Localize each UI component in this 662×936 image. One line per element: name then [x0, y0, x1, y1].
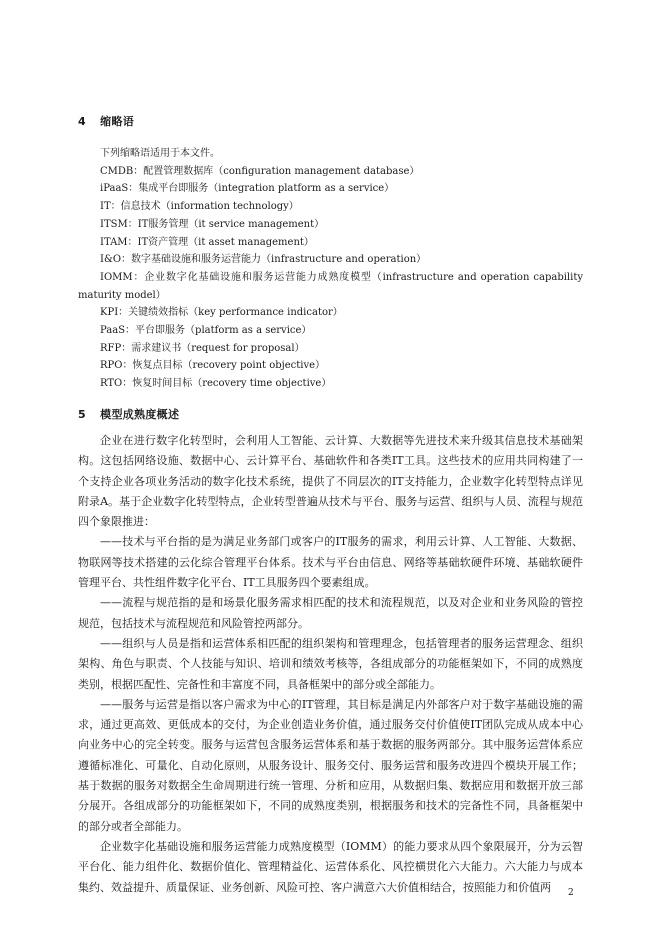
abbreviation-item: ITAM：IT资产管理（it asset management） — [100, 236, 314, 248]
page-number: 2 — [568, 888, 574, 898]
abbreviation-item: RPO：恢复点目标（recovery point objective） — [100, 360, 326, 372]
abbreviation-item: KPI：关键绩效指标（key performance indicator） — [100, 307, 343, 319]
abbreviation-list — [78, 145, 583, 393]
body-paragraph: ——服务与运营是指以客户需求为中心的IT管理，其目标是满足内外部客户对于数字基础设施的需求，通过更高效、更低成本的交付，为企业创造业务价值，通过服务交付价值使IT团队完成从成本中心向业务中心的完全转变。服务与运营包含服务运营体系和基于数据的服务两部分。其中服务运营体系应遵循标准化、可量化、自动化原则，从服务设计、服务交付、服务运营和服务改进四个模块开展工作；基于数据的服务对数据全生命周期进行统一管理、分析和应用，从数据归集、数据应用和数据开放三部分展开。各组成部分的功能框架如下，不同的成熟度类别，根据服务和技术的完备性不同，具备框架中的部分或者全部能力。 — [78, 697, 583, 833]
abbreviation-item: PaaS：平台即服务（platform as a service） — [100, 325, 312, 337]
abbreviation-item: iPaaS：集成平台即服务（integration platform as a service） — [100, 183, 395, 195]
body-paragraph: ——组织与人员是指和运营体系相匹配的组织架构和管理理念，包括管理者的服务运营理念、组织架构、角色与职责、个人技能与知识、培训和绩效考核等，各组成部分的功能框架如下，不同的成熟度类别，根据匹配性、完备性和丰富度不同，具备框架中的部分或全部能力。 — [78, 636, 583, 691]
section-4-number: 4 — [78, 115, 86, 128]
body-paragraph: 企业在进行数字化转型时，会利用人工智能、云计算、大数据等先进技术来升级其信息技术基础架构。这包括网络设施、数据中心、云计算平台、基础软件和各类IT工具。这些技术的应用共同构建了一个支持企业各项业务活动的数字化技术系统，提供了不同层次的IT支持能力，企业数字化转型特点详见附录A。基于企业数字化转型特点，企业转型普遍从技术与平台、服务与运营、组织与人员、流程与规范四个象限推进： — [78, 434, 583, 529]
body-paragraph: 企业数字化基础设施和服务运营能力成熟度模型（IOMM）的能力要求从四个象限展开，分为云智平台化、能力组件化、数据价值化、管理精益化、运营体系化、风控横贯化六大能力。六大能力与成本集约、效益提升、质量保证、业务创新、风险可控、客户满意六大价值相结合，按照能力和价值两 — [78, 839, 583, 894]
abbreviation-item: IT：信息技术（information technology） — [100, 201, 299, 213]
abbreviation-item: CMDB：配置管理数据库（configuration management database） — [100, 165, 420, 177]
section-5-heading — [78, 406, 179, 422]
section-4-heading — [78, 113, 134, 129]
abbreviation-item: I&O：数字基础设施和服务运营能力（infrastructure and operation） — [100, 254, 427, 266]
abbreviation-item: ITSM：IT服务管理（it service management） — [100, 218, 325, 230]
section-4-title: 缩略语 — [100, 115, 135, 128]
abbreviation-item: RTO：恢复时间目标（recovery time objective） — [100, 378, 332, 390]
section-5-body — [78, 431, 583, 898]
abbreviation-intro: 下列缩略语适用于本文件。 — [100, 148, 220, 159]
abbreviation-item: IOMM：企业数字化基础设施和服务运营能力成熟度模型（infrastructure and operation capability maturity model） — [78, 271, 583, 301]
section-5-title: 模型成熟度概述 — [100, 408, 180, 421]
body-paragraph: ——流程与规范指的是和场景化服务需求相匹配的技术和流程规范，以及对企业和业务风险的管控规范，包括技术与流程规范和风险管控两部分。 — [78, 596, 583, 630]
section-5-number: 5 — [78, 408, 86, 421]
body-paragraph: ——技术与平台指的是为满足业务部门或客户的IT服务的需求，利用云计算、人工智能、大数据、物联网等技术搭建的云化综合管理平台体系。技术与平台由信息、网络等基础软硬件环境、基础软硬件管理平台、共性组件数字化平台、IT工具服务四个要素组成。 — [78, 535, 583, 590]
abbreviation-item: RFP：需求建议书（request for proposal） — [100, 342, 305, 354]
